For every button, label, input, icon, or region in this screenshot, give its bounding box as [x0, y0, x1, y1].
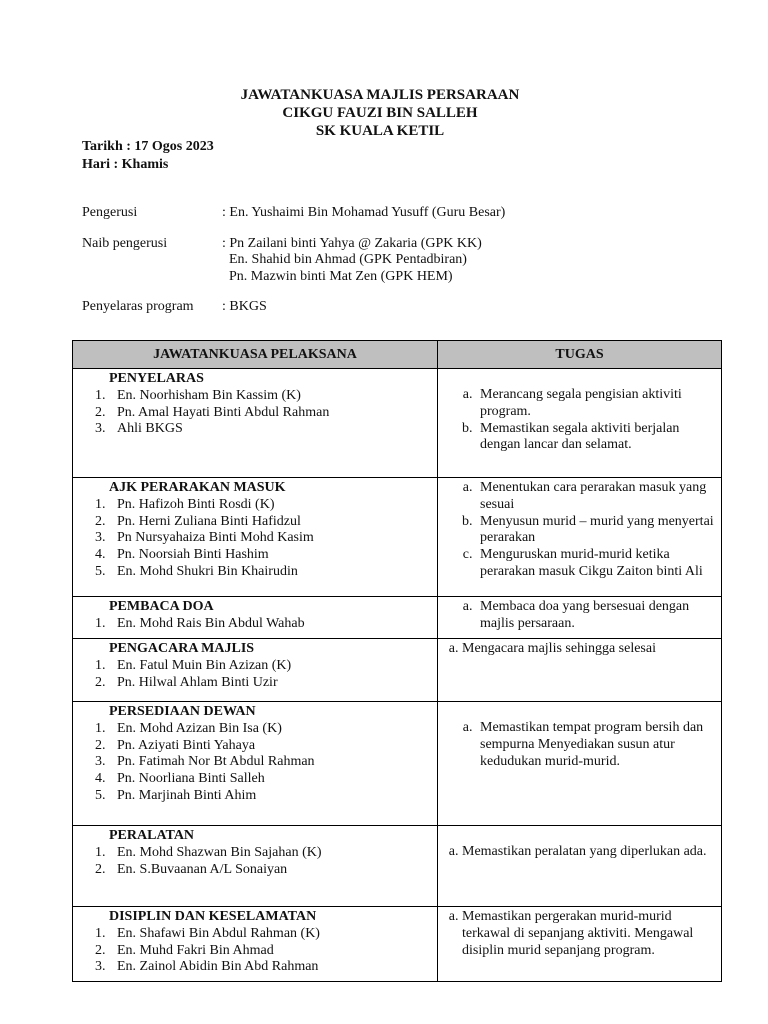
member-item: 5. Pn. Marjinah Binti Ahim: [109, 788, 433, 805]
member-item: 1. En. Shafawi Bin Abdul Rahman (K): [109, 926, 433, 943]
section-title: PERALATAN: [109, 828, 195, 843]
chair-value: : En. Yushaimi Bin Mohamad Yusuff (Guru Besar): [222, 205, 506, 220]
title-line-3: SK KUALA KETIL: [315, 123, 445, 139]
event-day: Hari : Khamis: [82, 157, 169, 172]
section-title: PERSEDIAAN DEWAN: [109, 704, 256, 719]
duties-column-header: TUGAS: [438, 341, 722, 369]
committee-cell: [73, 826, 438, 907]
chair-label: Pengerusi: [82, 205, 138, 220]
committee-cell: [73, 639, 438, 702]
duty-item: a. Mengacara majlis sehingga selesai: [462, 641, 717, 658]
duty-item: b. Menyusun murid – murid yang menyertai perarakan: [476, 514, 717, 548]
table-row: [73, 826, 722, 907]
section-title: PENGACARA MAJLIS: [109, 641, 255, 656]
title-line-2: CIKGU FAUZI BIN SALLEH: [282, 105, 478, 121]
duties-cell: [438, 478, 722, 597]
duty-list: [448, 720, 717, 770]
table-row: [73, 597, 722, 639]
member-list: [83, 658, 433, 692]
member-list: [83, 388, 433, 438]
duty-item: a. Membaca doa yang bersesuai dengan majlis persaraan.: [476, 599, 717, 633]
duty-list: [448, 909, 717, 959]
committee-cell: [73, 369, 438, 478]
member-item: 2. En. Muhd Fakri Bin Ahmad: [109, 943, 433, 960]
duty-item: a. Merancang segala pengisian aktiviti program.: [476, 387, 717, 421]
committee-cell: [73, 478, 438, 597]
member-list: [83, 926, 433, 976]
duty-item: c. Menguruskan murid-murid ketika perarakan masuk Cikgu Zaiton binti Ali: [476, 547, 717, 581]
member-item: 2. Pn. Amal Hayati Binti Abdul Rahman: [109, 405, 433, 422]
duty-list: [448, 387, 717, 454]
member-item: 5. En. Mohd Shukri Bin Khairudin: [109, 564, 433, 581]
section-title: PENYELARAS: [109, 371, 204, 386]
member-item: 3. Ahli BKGS: [109, 421, 433, 438]
member-list: [83, 616, 433, 633]
member-item: 4. Pn. Noorsiah Binti Hashim: [109, 547, 433, 564]
coordinator-label: Penyelaras program: [82, 299, 194, 314]
event-meta: [82, 138, 214, 174]
table-row: [73, 639, 722, 702]
duty-list: [448, 844, 717, 861]
vice-chair-row: [82, 236, 505, 286]
vice-chair-label: Naib pengerusi: [82, 235, 168, 251]
member-list: [83, 845, 433, 879]
member-item: 4. Pn. Noorliana Binti Salleh: [109, 771, 433, 788]
member-item: 3. Pn Nursyahaiza Binti Mohd Kasim: [109, 530, 433, 547]
document-title: [0, 86, 760, 140]
committee-cell: [73, 907, 438, 982]
member-item: 2. Pn. Herni Zuliana Binti Hafidzul: [109, 514, 433, 531]
table-row: [73, 907, 722, 982]
duty-item: a. Memastikan pergerakan murid-murid terkawal di sepanjang aktiviti. Mengawal disiplin murid sepanjang program.: [462, 909, 717, 959]
duties-cell: [438, 907, 722, 982]
table-header-row: [73, 341, 722, 369]
member-item: 1. En. Mohd Azizan Bin Isa (K): [109, 721, 433, 738]
member-item: 2. Pn. Hilwal Ahlam Binti Uzir: [109, 675, 433, 692]
committee-cell: [73, 597, 438, 639]
duties-cell: [438, 597, 722, 639]
duty-item: b. Memastikan segala aktiviti berjalan dengan lancar dan selamat.: [476, 421, 717, 455]
duty-list: [448, 480, 717, 581]
duties-cell: [438, 639, 722, 702]
member-item: 3. En. Zainol Abidin Bin Abd Rahman: [109, 959, 433, 976]
section-title: DISIPLIN DAN KESELAMATAN: [109, 909, 317, 924]
member-item: 1. En. Fatul Muin Bin Azizan (K): [109, 658, 433, 675]
duty-item: a. Menentukan cara perarakan masuk yang sesuai: [476, 480, 717, 514]
event-date: Tarikh : 17 Ogos 2023: [82, 139, 214, 154]
table-row: [73, 478, 722, 597]
duty-list: [448, 641, 717, 658]
member-item: 2. Pn. Aziyati Binti Yahaya: [109, 738, 433, 755]
duty-item: a. Memastikan tempat program bersih dan sempurna Menyediakan susun atur kedudukan murid-murid.: [476, 720, 717, 770]
leadership-info: [82, 205, 505, 330]
chair-row: [82, 205, 505, 222]
committee-table: [72, 340, 722, 982]
title-line-1: JAWATANKUASA MAJLIS PERSARAAN: [240, 87, 520, 103]
member-item: 3. Pn. Fatimah Nor Bt Abdul Rahman: [109, 754, 433, 771]
committee-column-header: JAWATANKUASA PELAKSANA: [73, 341, 438, 369]
committee-cell: [73, 702, 438, 826]
section-title: AJK PERARAKAN MASUK: [109, 480, 286, 495]
member-list: [83, 721, 433, 805]
duties-cell: [438, 702, 722, 826]
table-row: [73, 702, 722, 826]
duty-list: [448, 599, 717, 633]
coordinator-value: : BKGS: [222, 299, 267, 314]
table-row: [73, 369, 722, 478]
member-item: 2. En. S.Buvaanan A/L Sonaiyan: [109, 862, 433, 879]
member-item: 1. En. Mohd Shazwan Bin Sajahan (K): [109, 845, 433, 862]
section-title: PEMBACA DOA: [109, 599, 214, 614]
member-item: 1. Pn. Hafizoh Binti Rosdi (K): [109, 497, 433, 514]
member-list: [83, 497, 433, 581]
coordinator-row: [82, 299, 505, 316]
member-item: 1. En. Noorhisham Bin Kassim (K): [109, 388, 433, 405]
member-item: 1. En. Mohd Rais Bin Abdul Wahab: [109, 616, 433, 633]
duties-cell: [438, 826, 722, 907]
vice-chair-value: Pn. Mazwin binti Mat Zen (GPK HEM): [222, 268, 453, 284]
vice-chair-value: : Pn Zailani binti Yahya @ Zakaria (GPK KK): [222, 235, 482, 251]
duties-cell: [438, 369, 722, 478]
vice-chair-value: En. Shahid bin Ahmad (GPK Pentadbiran): [222, 252, 467, 267]
duty-item: a. Memastikan peralatan yang diperlukan ada.: [462, 844, 717, 861]
